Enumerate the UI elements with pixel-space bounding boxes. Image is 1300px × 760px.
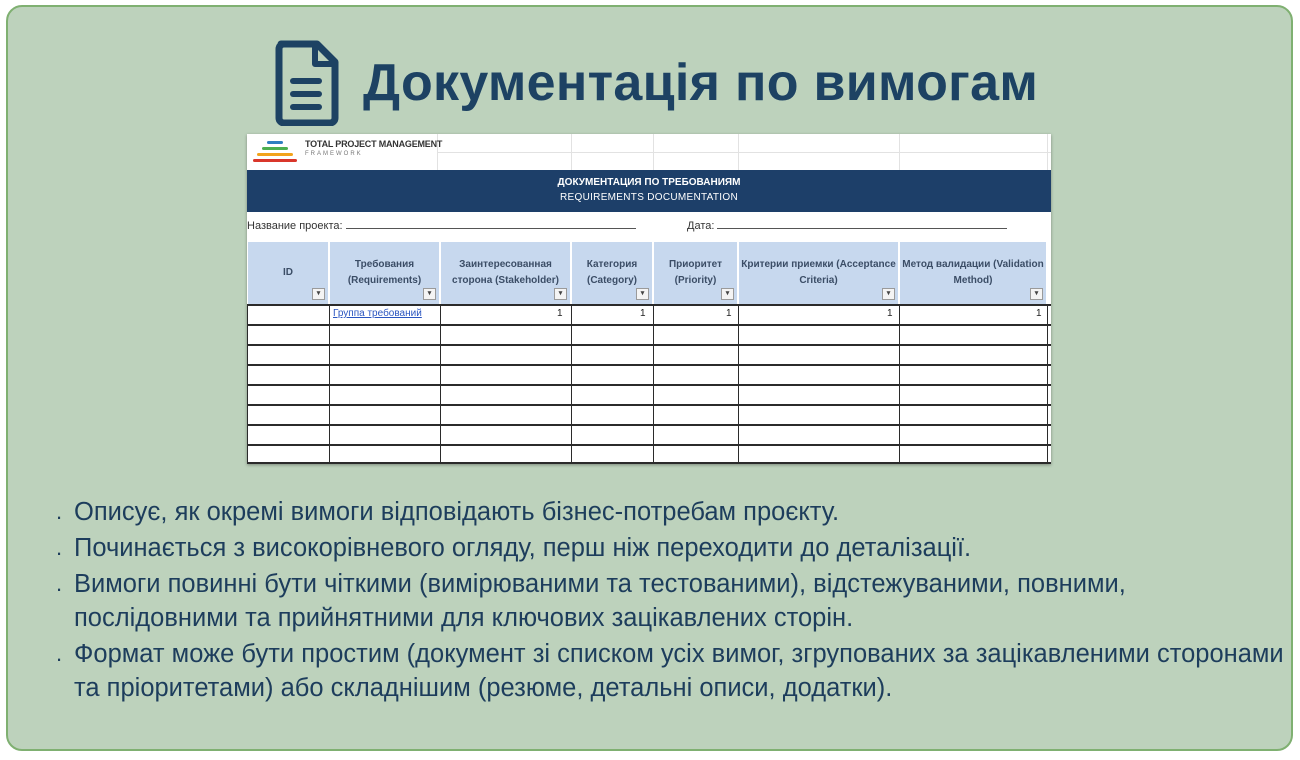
cell-requirement-group-link: Группа требований (333, 308, 422, 319)
title-row (273, 37, 1038, 129)
sheet-rows (247, 304, 1051, 464)
tpm-logo (253, 139, 442, 163)
column-header-id: ID ▾ (247, 242, 329, 304)
column-header-category: Категория (Category) ▾ (571, 242, 653, 304)
logo-bars-icon (253, 139, 297, 163)
page-title: Документація по вимогам (363, 54, 1039, 112)
cell-acceptance: 1 (887, 308, 893, 319)
column-header-acceptance: Критерии приемки (Acceptance Criteria) ▾ (738, 242, 899, 304)
list-item: . Вимоги повинні бути чіткими (вимірюваними та тестованими), відстежуваними, повними, послідовними та прийнятними для ключових зацікавлених сторін. (56, 570, 1126, 632)
column-header-stakeholder: Заинтересованная сторона (Stakeholder) ▾ (440, 242, 571, 304)
project-name-field: Название проекта: (247, 220, 636, 232)
list-item: . Формат може бути простим (документ зі списком усіх вимог, згрупованих за зацікавленими сторонами та пріоритетами) або складнішим (резюме, детальні описи, додатки). (56, 640, 1284, 702)
logo-line1: TOTAL PROJECT MANAGEMENT (305, 139, 443, 149)
column-header-validation: Метод валидации (Validation Method) ▾ (899, 242, 1047, 304)
list-item: . Описує, як окремі вимоги відповідають бізнес-потребам проєкту. (56, 498, 840, 526)
cell-priority: 1 (726, 308, 732, 319)
cell-validation: 1 (1036, 308, 1042, 319)
column-header-priority: Приоритет (Priority) ▾ (653, 242, 738, 304)
date-field: Дата: (687, 220, 1007, 232)
document-icon (273, 40, 341, 126)
logo-line2: FRAMEWORK (305, 151, 363, 157)
cell-stakeholder: 1 (557, 308, 563, 319)
bullet-list (56, 495, 1286, 707)
cell-category: 1 (640, 308, 646, 319)
requirements-spreadsheet-image (247, 134, 1051, 464)
list-item: . Починається з високорівневого огляду, перш ніж переходити до деталізації. (56, 534, 972, 562)
banner-subtitle: REQUIREMENTS DOCUMENTATION (560, 192, 738, 203)
column-header-requirements: Требования (Requirements) ▾ (329, 242, 440, 304)
banner-title: ДОКУМЕНТАЦИЯ ПО ТРЕБОВАНИЯМ (557, 177, 741, 188)
sheet-banner (247, 170, 1051, 212)
